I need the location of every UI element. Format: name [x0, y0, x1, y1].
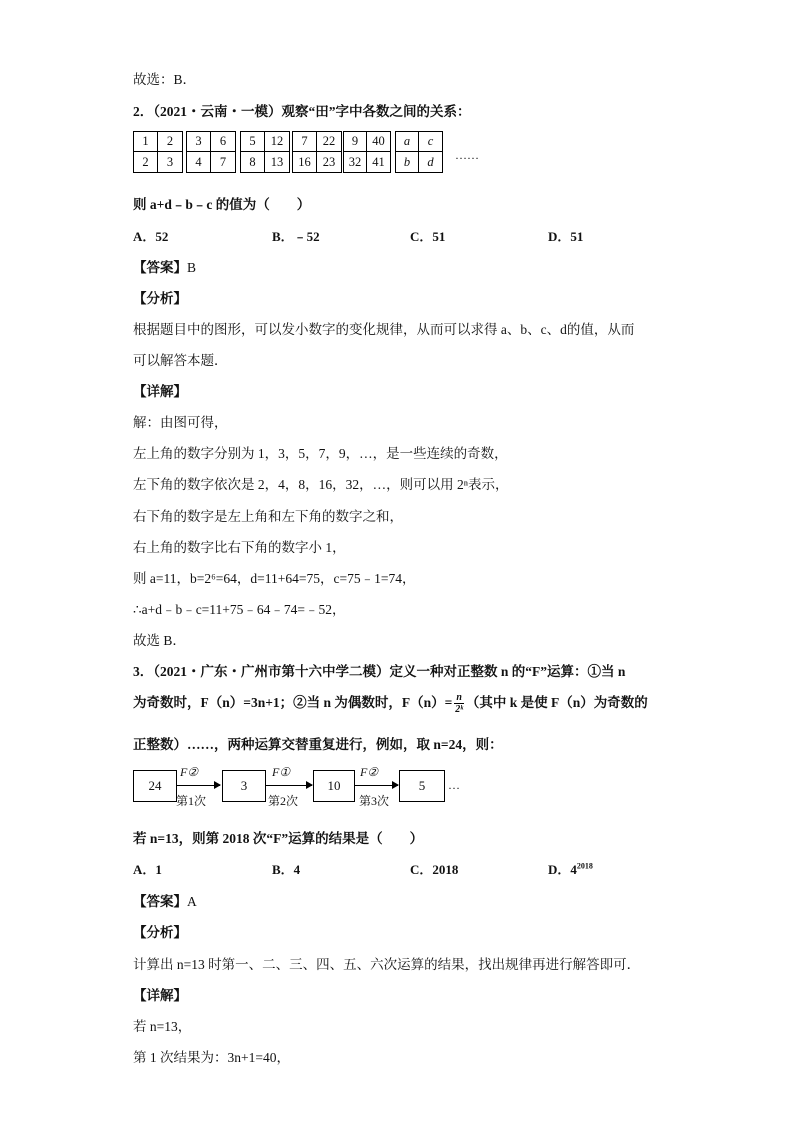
- q3-answer: [133, 890, 197, 910]
- q2-detail-line: 右上角的数字比右下角的数字小 1，: [133, 540, 346, 555]
- q3-analysis-tag: 【分析】: [133, 925, 187, 940]
- q3-option-c: C．2018: [410, 862, 459, 877]
- q3-detail-tag: 【详解】: [133, 988, 187, 1003]
- q3-question: 若 n=13，则第 2018 次“F”运算的结果是（ ）: [133, 831, 424, 846]
- fraction-denominator: 2ᵏ: [455, 703, 464, 715]
- fraction-numerator: n: [456, 691, 462, 703]
- q2-option-b: B．﹣52: [272, 229, 320, 244]
- q2-detail-line: 则 a=11，b=2⁶=64，d=11+64=75，c=75﹣1=74，: [133, 571, 416, 586]
- q2-detail-line: 左下角的数字依次是 2，4，8，16，32，…，则可以用 2ⁿ表示，: [133, 477, 509, 492]
- q2-detail-line: 左上角的数字分别为 1，3，5，7，9，…，是一些连续的奇数，: [133, 446, 508, 461]
- answer-tag: 【答案】: [133, 260, 187, 275]
- grid-cell: d: [427, 154, 434, 169]
- flow-box-1: 24: [133, 770, 177, 802]
- grid-cell: 4: [187, 152, 211, 172]
- flow-op-1: F②: [180, 765, 199, 779]
- q3-stem-part-b: （其中 k 是使 F（n）为奇数的: [465, 695, 648, 710]
- flow-arrow-1: [176, 785, 220, 786]
- q3-stem-line-1: 3．（2021・广东・广州市第十六中学二模）定义一种对正整数 n 的“F”运算：①当 n: [133, 664, 626, 679]
- q3-detail-line: 第 1 次结果为：3n+1=40，: [133, 1050, 290, 1065]
- grid-cell: 23: [322, 154, 336, 169]
- tian-grid-6: [395, 131, 443, 173]
- flow-box-3: 10: [313, 770, 355, 802]
- flow-arrow-3: [354, 785, 398, 786]
- q3-option-d: [548, 859, 593, 878]
- flow-box-2: 3: [222, 770, 266, 802]
- grid-cell: 13: [270, 154, 284, 169]
- flow-op-3: F②: [360, 765, 379, 779]
- grid-cell: 40: [367, 132, 390, 152]
- q2-detail-line: 解：由图可得，: [133, 415, 228, 430]
- grid-ellipsis: ……: [455, 148, 479, 162]
- flow-time-3: 第3次: [359, 794, 390, 808]
- grid-cell: 6: [211, 132, 235, 152]
- tian-grid-4: [292, 131, 342, 173]
- grid-cell: c: [419, 132, 442, 152]
- q2-answer: [133, 256, 196, 276]
- tian-grid-2: [186, 131, 236, 173]
- grid-cell: 3: [166, 154, 174, 169]
- grid-cell: 16: [293, 152, 317, 172]
- grid-cell: 8: [241, 152, 265, 172]
- q2-detail-line: ∴a+d﹣b﹣c=11+75﹣64﹣74=﹣52，: [133, 602, 346, 617]
- option-d-exponent: 2018: [576, 861, 593, 871]
- q2-option-a: A．52: [133, 229, 169, 244]
- flow-ellipsis: …: [448, 778, 460, 792]
- q3-analysis-line: 计算出 n=13 时第一、二、三、四、五、六次运算的结果，找出规律再进行解答即可．: [133, 957, 641, 972]
- q3-option-a: A．1: [133, 862, 162, 877]
- prev-conclusion: 故选：B．: [133, 72, 197, 87]
- answer-tag: 【答案】: [133, 894, 187, 909]
- grid-cell: 41: [372, 154, 385, 169]
- grid-cell: 9: [344, 132, 367, 152]
- q2-option-c: C．51: [410, 229, 446, 244]
- q2-detail-line: 右下角的数字是左上角和左下角的数字之和，: [133, 509, 403, 524]
- grid-cell: 2: [158, 132, 182, 152]
- option-d-text: D．4: [548, 862, 577, 877]
- q2-option-d: D．51: [548, 229, 584, 244]
- grid-cell: 32: [344, 152, 367, 172]
- q2-analysis-line-1: 根据题目中的图形，可以发小数字的变化规律，从而可以求得 a、b、c、d的值，从而: [133, 322, 635, 337]
- fraction: [454, 692, 464, 716]
- q3-stem-line-3: 正整数）……，两种运算交替重复进行，例如，取 n=24，则：: [133, 737, 503, 752]
- q2-analysis-line-2: 可以解答本题．: [133, 353, 228, 368]
- grid-cell: 1: [134, 132, 158, 152]
- answer-value: B: [187, 260, 197, 275]
- grid-cell: 7: [293, 132, 317, 152]
- q3-stem-part-a: 为奇数时，F（n）=3n+1；②当 n 为偶数时，F（n）=: [133, 695, 453, 710]
- tian-grid-5: [343, 131, 391, 173]
- grid-cell: a: [396, 132, 419, 152]
- q3-stem-line-2: [133, 691, 648, 716]
- grid-cell: 5: [241, 132, 265, 152]
- q2-question: 则 a+d﹣b﹣c 的值为（ ）: [133, 197, 311, 212]
- q2-detail-tag: 【详解】: [133, 384, 187, 399]
- grid-cell: 7: [219, 154, 227, 169]
- tian-grid-1: [133, 131, 183, 173]
- q3-detail-line: 若 n=13，: [133, 1019, 192, 1034]
- flow-time-2: 第2次: [268, 794, 299, 808]
- tian-grid-3: [240, 131, 290, 173]
- grid-cell: 12: [265, 132, 289, 152]
- flow-box-4: 5: [399, 770, 445, 802]
- q2-analysis-tag: 【分析】: [133, 291, 187, 306]
- flow-op-2: F①: [272, 765, 291, 779]
- grid-cell: 22: [317, 132, 341, 152]
- q3-option-b: B．4: [272, 862, 301, 877]
- flow-arrow-2: [265, 785, 312, 786]
- grid-cell: 3: [187, 132, 211, 152]
- q2-stem: 2．（2021・云南・一模）观察“田”字中各数之间的关系：: [133, 104, 471, 119]
- answer-value: A: [187, 894, 197, 909]
- grid-cell: b: [396, 152, 419, 172]
- grid-cell: 2: [134, 152, 158, 172]
- flow-time-1: 第1次: [176, 794, 207, 808]
- q2-detail-line: 故选 B．: [133, 633, 186, 648]
